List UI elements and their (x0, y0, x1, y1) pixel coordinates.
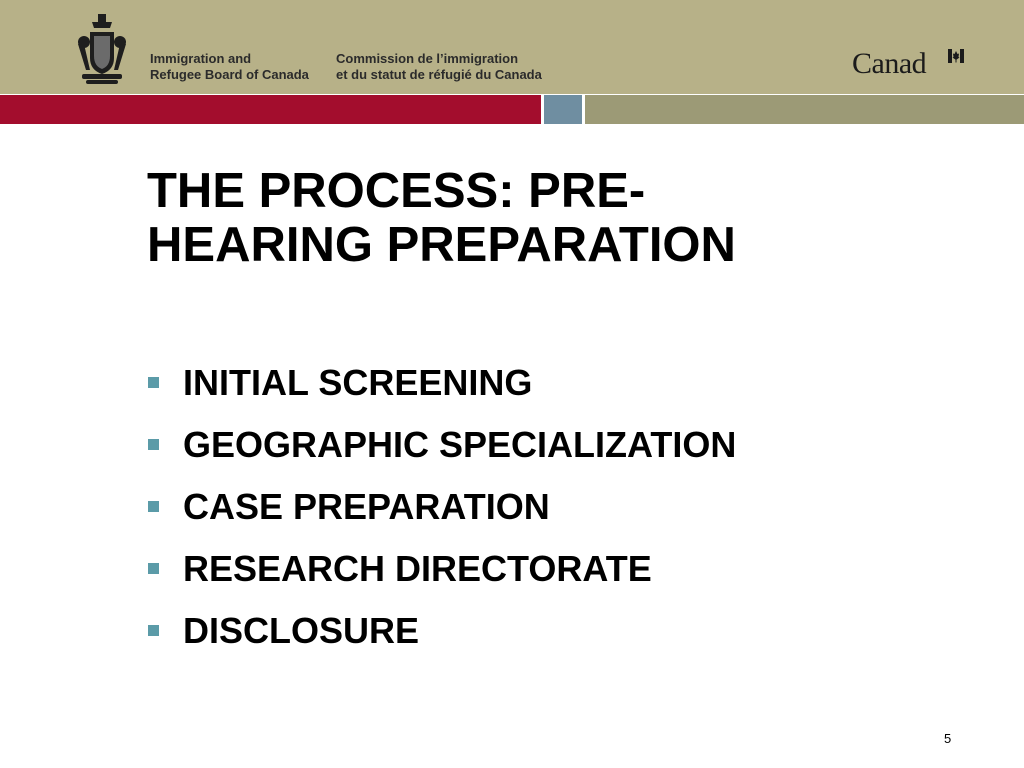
canada-wordmark: Canad (852, 47, 927, 80)
bullet-text: CASE PREPARATION (183, 486, 550, 527)
slide-title-line-2: HEARING PREPARATION (147, 218, 736, 272)
header-banner (0, 0, 1024, 94)
header-bar-red (0, 95, 541, 124)
slide-title-line-1: THE PROCESS: PRE- (147, 164, 646, 218)
department-name-french (336, 51, 542, 83)
bullet-item (146, 481, 736, 543)
department-name-english-line-1: Immigration and (150, 51, 252, 66)
bullet-item (146, 419, 736, 481)
bullet-square-icon (148, 377, 159, 388)
department-name-french-line-2: et du statut de réfugié du Canada (336, 67, 542, 82)
bullet-text: GEOGRAPHIC SPECIALIZATION (183, 424, 737, 465)
department-name-english-line-2: Refugee Board of Canada (150, 67, 309, 82)
coat-of-arms-icon (76, 14, 128, 86)
bullet-item (146, 357, 736, 419)
bullet-text: INITIAL SCREENING (183, 362, 533, 403)
header-bar-blue (544, 95, 582, 124)
canada-flag-icon (948, 49, 964, 63)
bullet-item (146, 543, 736, 605)
page-number: 5 (944, 731, 952, 746)
bullet-text: RESEARCH DIRECTORATE (183, 548, 652, 589)
bullet-square-icon (148, 439, 159, 450)
department-name-french-line-1: Commission de l’immigration (336, 51, 519, 66)
bullet-list (146, 357, 736, 667)
header-bar-tan (585, 95, 1024, 124)
bullet-item (146, 605, 736, 667)
bullet-square-icon (148, 563, 159, 574)
bullet-square-icon (148, 625, 159, 636)
bullet-square-icon (148, 501, 159, 512)
department-name-english (150, 51, 309, 83)
slide-title (147, 164, 907, 272)
bullet-text: DISCLOSURE (183, 610, 420, 651)
